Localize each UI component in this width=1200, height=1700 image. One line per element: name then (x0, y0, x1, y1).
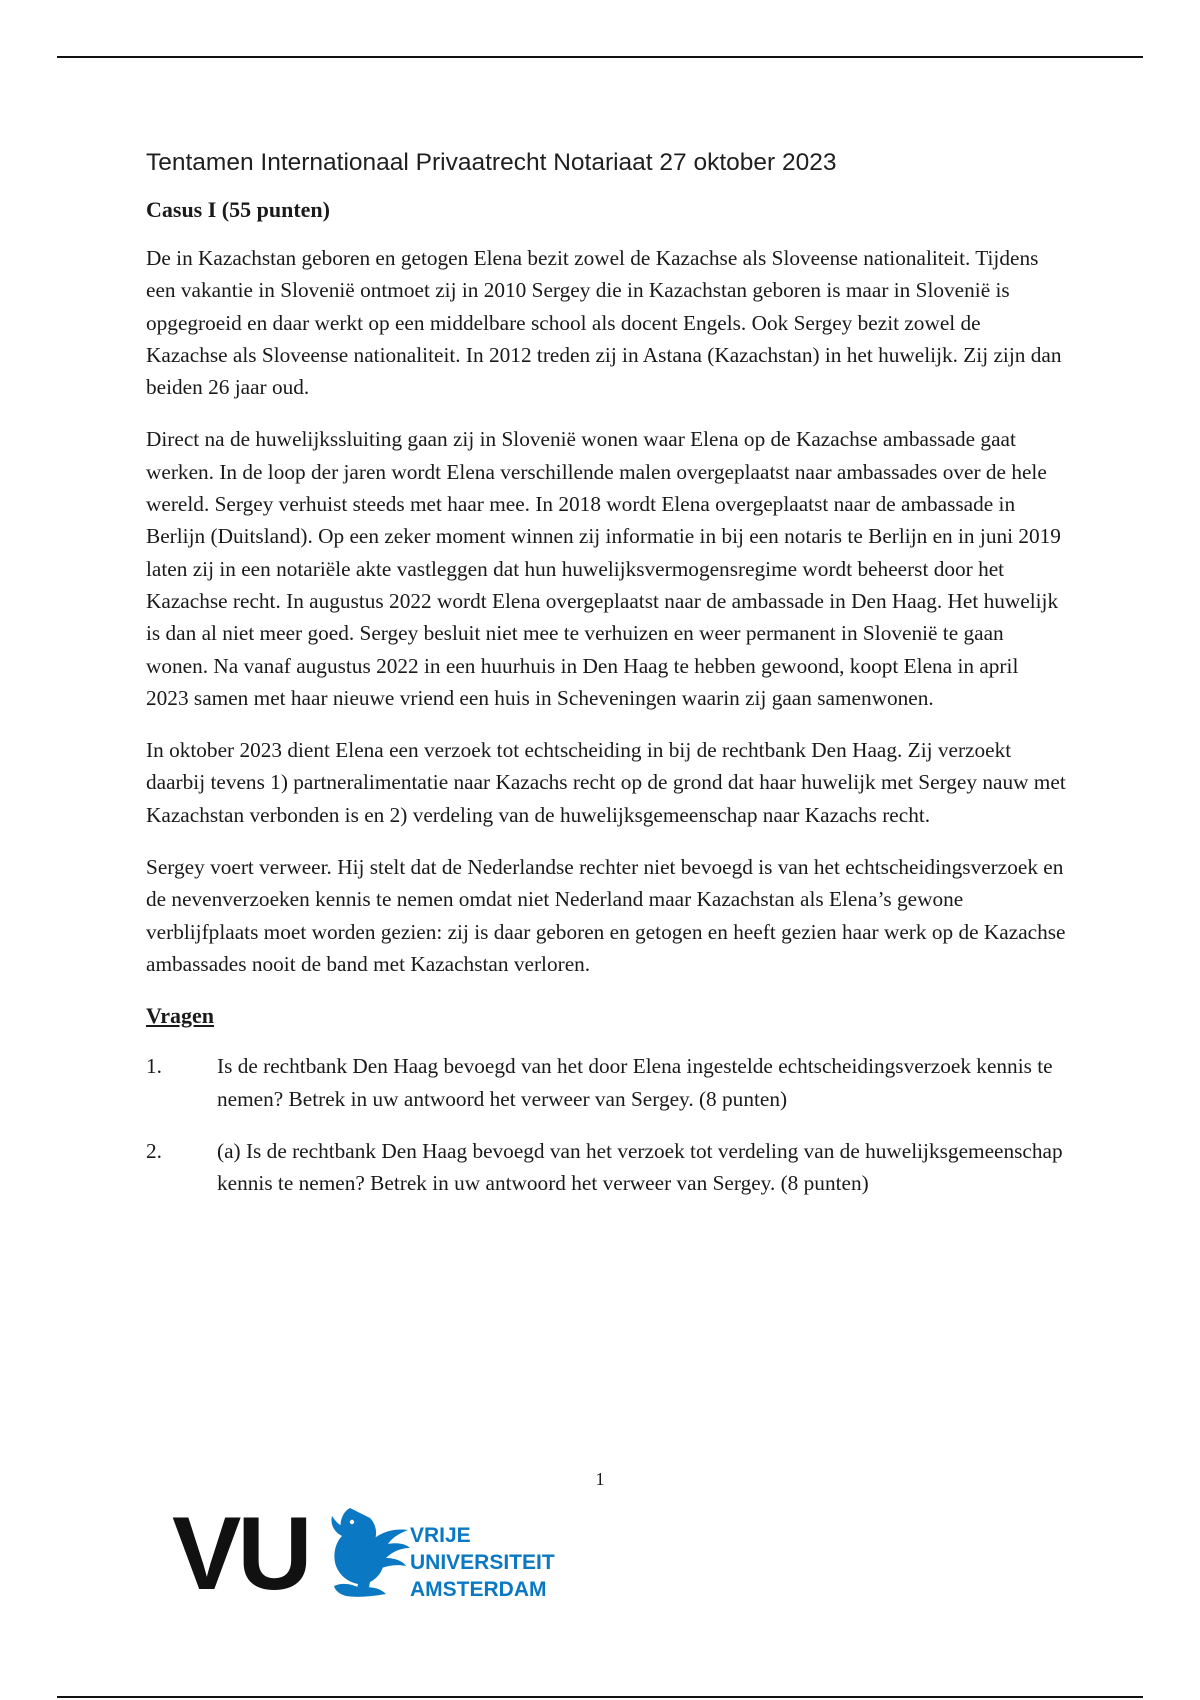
question-number: 2. (146, 1138, 162, 1163)
vu-logo (172, 1496, 572, 1612)
griffin-icon (312, 1502, 412, 1602)
question-text: (a) Is de rechtbank Den Haag bevoegd van het verzoek tot verdeling van de huwelijksgemeenschap kennis te nemen? Betrek in uw antwoord het verweer van Sergey. (8 punten) (217, 1138, 1063, 1196)
paragraph-2: Direct na de huwelijkssluiting gaan zij in Slovenië wonen waar Elena op de Kazachse ambassade gaat werken. In de loop der jaren wordt Elena verschillende malen overgeplaatst naar ambassades over de hele wereld. Sergey verhuist steeds met haar mee. In 2018 wordt Elena overgeplaatst naar de ambassade in Berlijn (Duitsland). Op een zeker moment winnen zij informatie in bij een notaris te Berlijn en in juni 2019 laten zij in een notariële akte vastleggen dat hun huwelijksvermogensregime wordt beheerst door het Kazachse recht. In augustus 2022 wordt Elena overgeplaatst naar de ambassade in Den Haag. Het huwelijk is dan al niet meer goed. Sergey besluit niet mee te verhuizen en weer permanent in Slovenië te gaan wonen. Na vanaf augustus 2022 in een huurhuis in Den Haag te hebben gewoond, koopt Elena in april 2023 samen met haar nieuwe vriend een huis in Scheveningen waarin zij gaan samenwonen. (146, 427, 1061, 710)
casus-heading: Casus I (55 punten) (146, 197, 330, 222)
questions-heading: Vragen (146, 1003, 215, 1029)
question-number: 1. (146, 1054, 162, 1079)
logo-wordmark (410, 1522, 555, 1603)
question-2 (146, 1135, 1066, 1200)
logo-line-2: UNIVERSITEIT (410, 1551, 555, 1574)
document-title: Tentamen Internationaal Privaatrecht Notariaat 27 oktober 2023 (146, 149, 837, 176)
paragraph-4: Sergey voert verweer. Hij stelt dat de Nederlandse rechter niet bevoegd is van het echtscheidingsverzoek en de nevenverzoeken kennis te nemen omdat niet Nederland maar Kazachstan als Elena’s gewone verblijfplaats moet worden gezien: zij is daar geboren en getogen en heeft gezien haar werk op de Kazachse ambassades nooit de band met Kazachstan verloren. (146, 855, 1066, 976)
logo-line-1: VRIJE (410, 1524, 471, 1547)
page-number: 1 (595, 1469, 605, 1489)
logo-mark: VU (172, 1496, 309, 1612)
document-body (146, 146, 1066, 1219)
question-1 (146, 1050, 1066, 1115)
question-text: Is de rechtbank Den Haag bevoegd van het door Elena ingestelde echtscheidingsverzoek kennis te nemen? Betrek in uw antwoord het verweer van Sergey. (8 punten) (217, 1054, 1053, 1111)
logo-line-3: AMSTERDAM (410, 1578, 547, 1601)
bottom-rule (57, 1696, 1143, 1698)
top-rule (57, 56, 1143, 58)
paragraph-3: In oktober 2023 dient Elena een verzoek tot echtscheiding in bij de rechtbank Den Haag. Zij verzoekt daarbij tevens 1) partneralimentatie naar Kazachs recht op de grond dat haar huwelijk met Sergey nauw met Kazachstan verbonden is en 2) verdeling van de huwelijksgemeenschap naar Kazachs recht. (146, 738, 1066, 827)
paragraph-1: De in Kazachstan geboren en getogen Elena bezit zowel de Kazachse als Sloveense nationaliteit. Tijdens een vakantie in Slovenië ontmoet zij in 2010 Sergey die in Kazachstan geboren is maar in Slovenië is opgegroeid en daar werkt op een middelbare school als docent Engels. Ook Sergey bezit zowel de Kazachse als Sloveense nationaliteit. In 2012 treden zij in Astana (Kazachstan) in het huwelijk. Zij zijn dan beiden 26 jaar oud. (146, 246, 1062, 400)
